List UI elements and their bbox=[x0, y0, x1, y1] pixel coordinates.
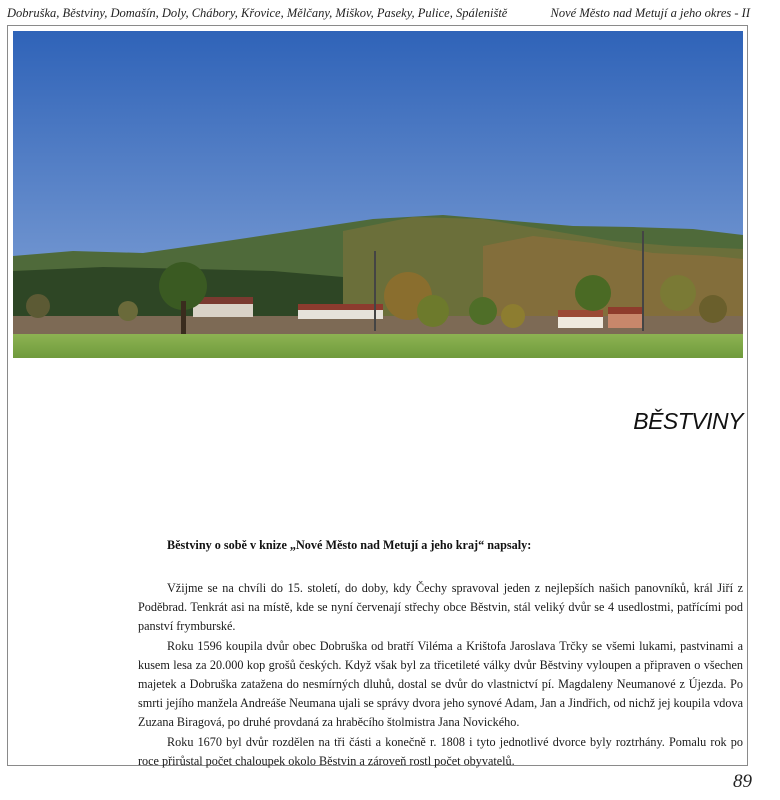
running-header-right: Nové Město nad Metují a jeho okres - II bbox=[550, 6, 750, 20]
intro-heading: Běstviny o sobě v knize „Nové Město nad Metují a jeho kraj“ napsaly: bbox=[167, 538, 532, 552]
paragraph: Roku 1670 byl dvůr rozdělen na tři části a konečně r. 1808 i tyto jednotlivé dvorce byly roztrhány. Pomalu rok po roce přirůstal počet chaloupek okolo Běstvin a zároveň rostl počet obyvatelů. bbox=[138, 734, 743, 768]
running-header-left: Dobruška, Běstviny, Domašín, Doly, Chábory, Křovice, Mělčany, Miškov, Paseky, Pulice, Spáleniště bbox=[7, 6, 508, 20]
paragraph: Vžijme se na chvíli do 15. století, do doby, kdy Čechy spravoval jeden z nejlepších našich panovníků, král Jiří z Poděbrad. Tenkrát asi na místě, kde se nyní červenají střechy obce Běstvin, stál veliký dvůr se 4 usedlostmi, patřícími pod panství frymburské. bbox=[138, 581, 743, 634]
body-text bbox=[138, 579, 743, 771]
chapter-title: BĚSTVINY bbox=[633, 408, 743, 434]
landscape-photo bbox=[13, 31, 743, 358]
page-number: 89 bbox=[733, 771, 752, 792]
paragraph: Roku 1596 koupila dvůr obec Dobruška od bratří Viléma a Krištofa Jaroslava Trčky se všemi lukami, pastvinami a kusem lesa za 20.000 kop grošů českých. Když však byl za třicetileté války dvůr Běstviny vyloupen a připraven o všechen majetek a Dobruška zatažena do nesmírných dluhů, dostal se dvůr do vlastnictví pí. Magdaleny Neumanové z Újezda. Po smrti jejího manžela Andreáše Neumana ujali se správy dvora jeho synové Adam, Jan a Jindřich, od nichž jej koupila vdova Zuzana Biragová, po druhé provdaná za hraběcího štolmistra Jana Novického. bbox=[138, 638, 743, 730]
